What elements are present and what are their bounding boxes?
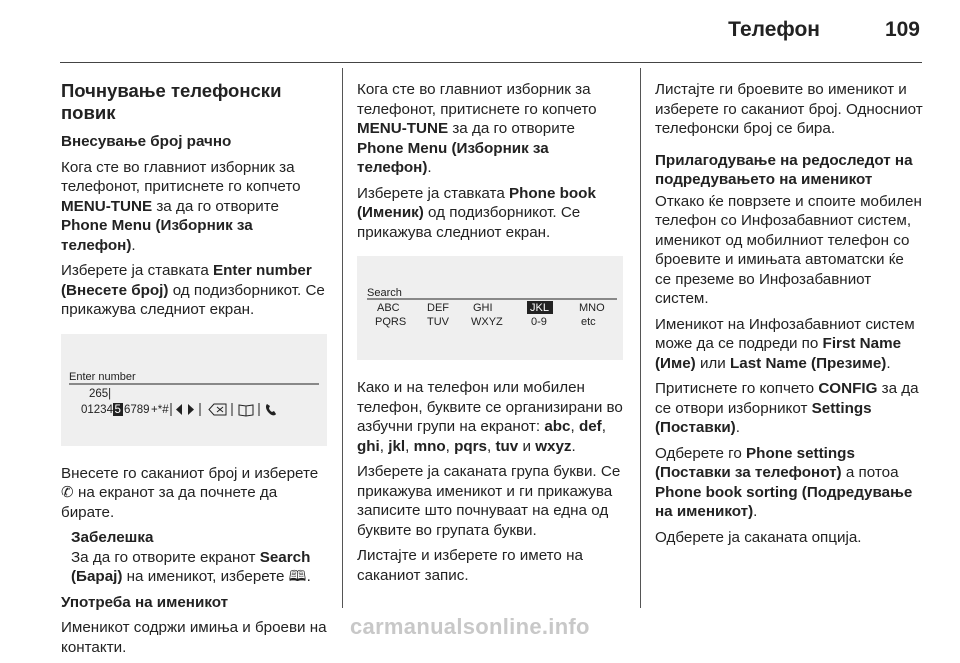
subheading-manual-entry: Внесување број рачно [61, 133, 232, 150]
section-title: Почнување телефонски повик [61, 80, 282, 123]
note-title: Забелешка [71, 529, 154, 546]
letter-group: etc [581, 316, 596, 328]
phonebook-icon: 🕮 [288, 568, 307, 585]
paragraph: Именикот содржи имиња и броеви на контакти. [61, 619, 327, 656]
screen-digits-a: 01234 [81, 403, 113, 416]
screen-digits-b: 6789 [124, 403, 150, 416]
page-number: 109 [884, 18, 920, 41]
paragraph: Одберете го Phone settings (Поставки за телефонот) а потоа Phone book sorting (Подредување на именикот). [655, 444, 913, 520]
backspace-icon [209, 404, 226, 415]
letter-group: GHI [473, 302, 493, 314]
column-2 [357, 80, 623, 591]
subheading-sort-order: Прилагодување на редоследот на подредувањето на именикот [655, 151, 913, 188]
paragraph: Внесете го саканиот број и изберете ✆ на екранот за да почнете да бирате. [61, 464, 319, 521]
left-arrow-icon [176, 404, 182, 415]
paragraph: Листајте ги броевите во именикот и изберете го саканиот број. Односниот телефонски број се бира. [655, 81, 923, 137]
page-header-title: Телефон [728, 18, 820, 41]
paragraph: Изберете ја саканата група букви. Се прикажува именикот и ги прикажува записите што почнуваат на една од буквите во групата букви. [357, 463, 621, 539]
paragraph: Откако ќе поврзете и споите мобилен телефон со Инфозабавниот систем, именикот од мобилниот телефон со броевите и имињата автоматски ќе се преземе во Инфозабавниот систем. [655, 192, 922, 307]
screen-label: Search [367, 287, 402, 299]
column-divider-2 [640, 68, 641, 608]
column-1 [61, 80, 327, 663]
paragraph: Листајте и изберете го името на саканиот запис. [357, 547, 583, 584]
letter-group: 0-9 [531, 316, 547, 328]
phonebook-icon [239, 405, 253, 416]
letter-group: ABC [377, 302, 400, 314]
screen-number-value: 265| [89, 387, 112, 400]
note-text: За да го отворите екранот Search (Барај) на именикот, изберете 🕮. [71, 548, 311, 585]
column-divider-1 [342, 68, 343, 608]
paragraph: Изберете ја ставката Enter number (Внесете број) од подизборникот. Се прикажува следниот екран. [61, 262, 325, 318]
screen-label: Enter number [69, 370, 136, 383]
paragraph: Кога сте во главниот изборник за телефонот, притиснете го копчето MENU-TUNE за да го отворите Phone Menu (Изборник за телефон). [61, 158, 301, 254]
search-screen [357, 256, 623, 360]
paragraph: Кога сте во главниот изборник за телефонот, притиснете го копчето MENU-TUNE за да го отворите Phone Menu (Изборник за телефон). [357, 81, 597, 176]
letter-group: MNO [579, 302, 605, 314]
letter-group-selected: JKL [530, 302, 549, 314]
screen-symbols: +*# [151, 403, 169, 416]
enter-number-screen [61, 334, 327, 446]
paragraph: Одберете ја саканата опција. [655, 528, 862, 546]
letter-group: WXYZ [471, 316, 503, 328]
right-arrow-icon [188, 404, 194, 415]
call-icon [266, 404, 276, 415]
letter-group: TUV [427, 316, 449, 328]
subheading-phonebook-use: Употреба на именикот [61, 593, 229, 611]
letter-group: PQRS [375, 316, 407, 328]
column-3 [655, 80, 923, 553]
paragraph: Изберете ја ставката Phone book (Именик) од подизборникот. Се прикажува следниот екран. [357, 184, 596, 241]
screen-digit-selected: 5 [114, 403, 121, 416]
paragraph: Притиснете го копчето CONFIG за да се отвори изборникот Settings (Поставки). [655, 380, 919, 436]
header-rule [60, 62, 922, 63]
note [71, 528, 327, 587]
paragraph: Како и на телефон или мобилен телефон, буквите се организирани во азбучни групи на екранот: abc, def, ghi, jkl, mno, pqrs, tuv и wxyz. [357, 379, 623, 455]
call-icon: ✆ [61, 484, 74, 501]
watermark: carmanualsonline.info [350, 614, 590, 639]
letter-group: DEF [427, 302, 449, 314]
paragraph: Именикот на Инфозабавниот систем може да се подреди по First Name (Име) или Last Name (Презиме). [655, 315, 915, 372]
